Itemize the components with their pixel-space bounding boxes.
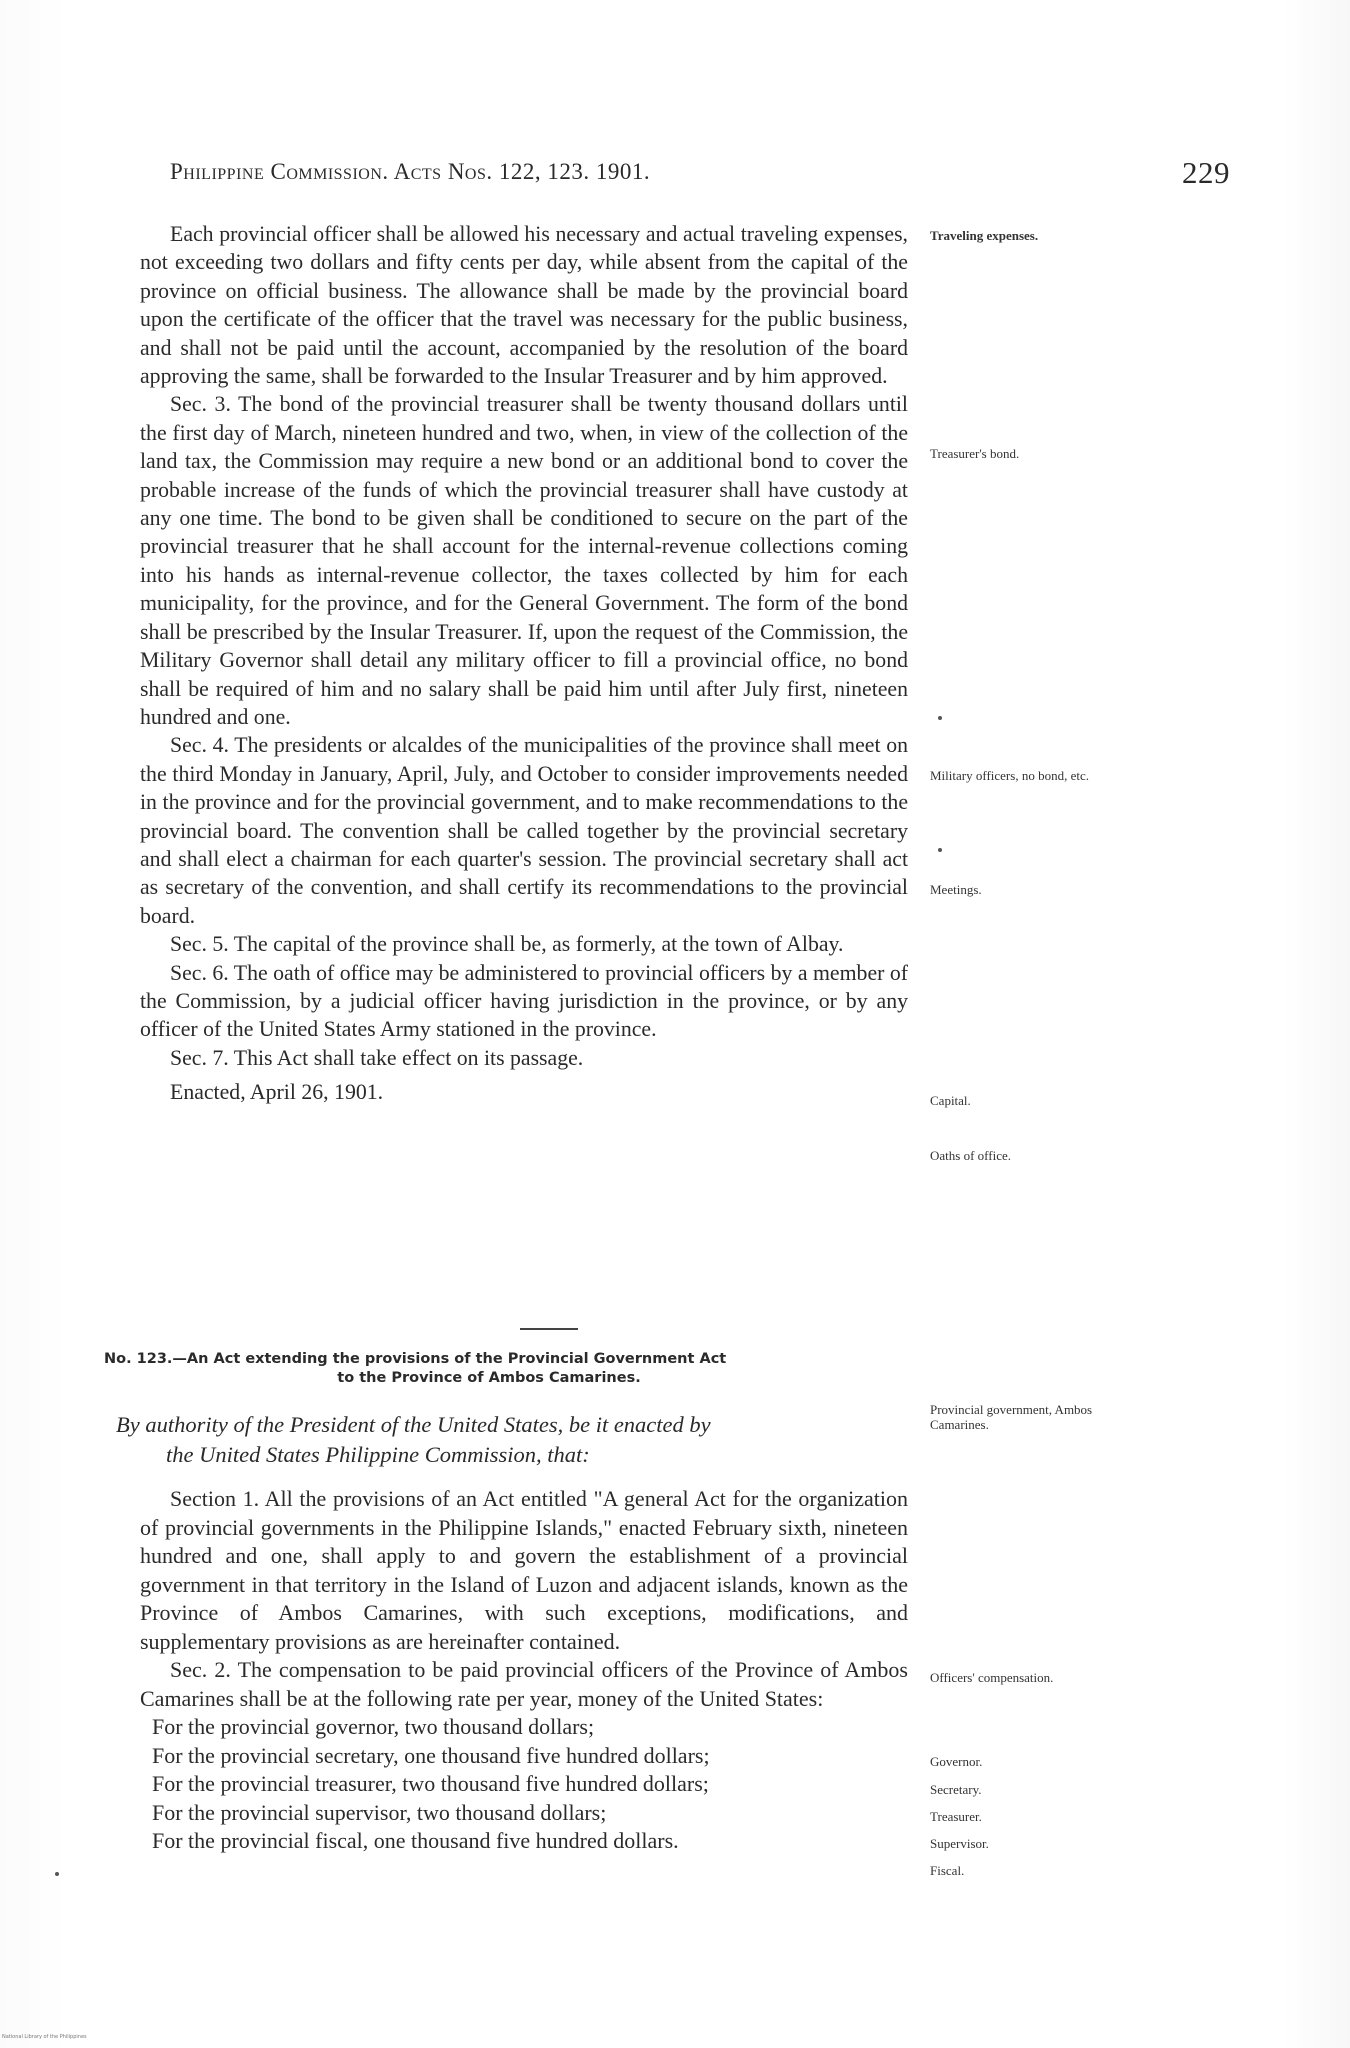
margin-note-fiscal: Fiscal. — [930, 1863, 965, 1878]
paragraph-section-1: Section 1. All the provisions of an Act entitled "A general Act for the organization of provincial governments in the Philippine Islands," enacted February sixth, nineteen hundred and one, shall apply to and govern the establishment of a provincial government in that territory in the Island of Luzon and adjacent islands, known as the Province of Ambos Camarines, with such exceptions, modifications, and supplementary provisions as are hereinafter contained. — [140, 1486, 908, 1654]
rate-governor: For the provincial governor, two thousand dollars; — [152, 1714, 595, 1739]
act-123-heading-line1: No. 123.—An Act extending the provisions of the Provincial Government Act — [104, 1351, 727, 1367]
paragraph-section-3: Sec. 3. The bond of the provincial treasurer shall be twenty thousand dollars until the first day of March, nineteen hundred and two, when, in view of the collection of the land tax, the Commission may require a new bond or an additional bond to cover the probable increase of the funds of which the provincial treasurer shall have custody at any one time. The bond to be given shall be conditioned to secure on the part of the provincial treasurer that he shall account for the internal-revenue collections coming into his hands as internal-revenue collector, the taxes collected by him for each municipality, for the province, and for the General Government. The form of the bond shall be prescribed by the Insular Treasurer. If, upon the request of the Commission, the Military Governor shall detail any military officer to fill a provincial office, no bond shall be required of him and no salary shall be paid him until after July first, nineteen hundred and one. — [140, 392, 908, 729]
rate-secretary: For the provincial secretary, one thousand five hundred dollars; — [152, 1742, 710, 1768]
margin-note-supervisor: Supervisor. — [930, 1836, 989, 1851]
margin-note-officers-compensation: Officers' compensation. — [930, 1670, 1054, 1685]
margin-note-treasurers-bond: Treasurer's bond. — [930, 446, 1020, 461]
margin-note-capital: Capital. — [930, 1093, 971, 1108]
paragraph-section-2: Sec. 2. The compensation to be paid provincial officers of the Province of Ambos Camarines shall be at the following rate per year, money of the United States: — [140, 1657, 908, 1711]
ink-speck — [938, 848, 942, 852]
compensation-list — [140, 1713, 908, 1856]
scan-credit: National Library of the Philippines — [2, 2034, 87, 2040]
running-head — [170, 155, 1230, 195]
paragraph-section-5: Sec. 5. The capital of the province shall be, as formerly, at the town of Albay. — [170, 932, 844, 957]
rate-treasurer: For the provincial treasurer, two thousand five hundred dollars; — [152, 1771, 709, 1796]
paragraph-traveling-expenses: Each provincial officer shall be allowed his necessary and actual traveling expenses, not exceeding two dollars and fifty cents per day, while absent from the capital of the province on official business. The allowance shall be made by the provincial board upon the certificate of the officer that the travel was necessary for the public business, and shall not be paid until the account, accompanied by the resolution of the board approving the same, shall be forwarded to the Insular Treasurer and by him approved. — [140, 222, 908, 389]
running-head-title: Philippine Commission. Acts Nos. 122, 123. 1901. — [170, 159, 651, 184]
paragraph-section-6: Sec. 6. The oath of office may be administered to provincial officers by a member of the Commission, by a judicial officer having jurisdiction in the province, or by any officer of the United States Army stationed in the province. — [140, 960, 908, 1042]
act-123-heading — [104, 1350, 914, 1388]
page-number: 229 — [1182, 155, 1230, 190]
margin-note-secretary: Secretary. — [930, 1782, 982, 1797]
ink-speck — [938, 716, 942, 720]
paragraph-section-4: Sec. 4. The presidents or alcaldes of the municipalities of the province shall meet on the third Monday in January, April, July, and October to consider improvements needed in the province and for the provincial government, and to make recommendations to the provincial board. The convention shall be called together by the provincial secretary and shall elect a chairman for each quarter's session. The provincial secretary shall act as secretary of the convention, and shall certify its recommendations to the provincial board. — [140, 733, 908, 928]
enacting-clause — [116, 1410, 908, 1470]
margin-note-treasurer: Treasurer. — [930, 1809, 982, 1824]
act-123-heading-line2: to the Province of Ambos Camarines. — [337, 1370, 641, 1386]
act-123-body — [140, 1485, 908, 1856]
paragraph-section-7: Sec. 7. This Act shall take effect on its passage. — [170, 1045, 584, 1070]
margin-note-meetings: Meetings. — [930, 882, 982, 897]
margin-note-oaths-of-office: Oaths of office. — [930, 1148, 1011, 1163]
rate-fiscal: For the provincial fiscal, one thousand five hundred dollars. — [152, 1828, 679, 1853]
rate-supervisor: For the provincial supervisor, two thousand dollars; — [152, 1799, 607, 1825]
margin-note-traveling-expenses: Traveling expenses. — [930, 228, 1039, 243]
enacting-clause-line1: By authority of the President of the United States, be it enacted by — [116, 1412, 711, 1437]
act-122-continued — [140, 220, 908, 1107]
enacting-clause-line2: the United States Philippine Commission, that: — [166, 1442, 590, 1467]
ink-speck — [55, 1872, 59, 1876]
enacted-date: Enacted, April 26, 1901. — [170, 1080, 384, 1105]
margin-note-provincial-government: Provincial government, Ambos Camarines. — [930, 1402, 1093, 1432]
section-divider — [520, 1328, 578, 1330]
margin-note-governor: Governor. — [930, 1754, 983, 1769]
margin-note-military-officers: Military officers, no bond, etc. — [930, 768, 1089, 783]
